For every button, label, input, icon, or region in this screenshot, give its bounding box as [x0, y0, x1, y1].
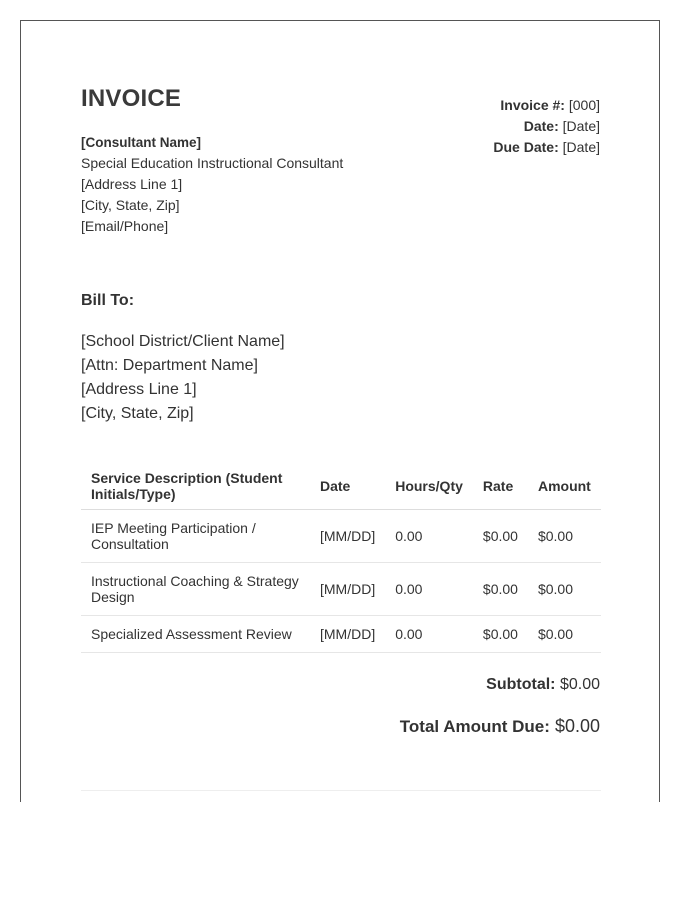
table-row [81, 563, 601, 616]
consultant-city: [City, State, Zip] [81, 197, 180, 213]
invoice-number-value: [000] [568, 97, 600, 113]
row-amount: $0.00 [528, 510, 601, 563]
consultant-contact: [Email/Phone] [81, 218, 169, 234]
invoice-date-line [493, 116, 600, 137]
invoice-date-label: Date: [523, 118, 559, 134]
invoice-date-value: [Date] [562, 118, 600, 134]
header-description: Service Description (Student Initials/Type) [81, 463, 310, 510]
row-description: Specialized Assessment Review [81, 616, 310, 653]
row-description: Instructional Coaching & Strategy Design [81, 563, 310, 616]
invoice-sheet [20, 20, 660, 802]
subtotal-value: $0.00 [559, 676, 600, 693]
header-hours: Hours/Qty [385, 463, 473, 510]
row-date: [MM/DD] [310, 510, 385, 563]
row-date: [MM/DD] [310, 616, 385, 653]
subtotal-line [486, 676, 600, 694]
consultant-block [81, 132, 343, 237]
table-row [81, 616, 601, 653]
bill-to-block [81, 330, 285, 426]
invoice-number-label: Invoice #: [500, 97, 565, 113]
subtotal-label: Subtotal: [486, 676, 556, 693]
row-rate: $0.00 [473, 563, 528, 616]
row-description: IEP Meeting Participation / Consultation [81, 510, 310, 563]
row-date: [MM/DD] [310, 563, 385, 616]
bill-to-attn: [Attn: Department Name] [81, 357, 258, 374]
total-label: Total Amount Due: [399, 717, 550, 736]
row-rate: $0.00 [473, 616, 528, 653]
line-items-table [81, 463, 601, 653]
total-value: $0.00 [554, 716, 600, 736]
footer-divider [81, 790, 601, 791]
invoice-meta [493, 95, 600, 158]
row-hours: 0.00 [385, 563, 473, 616]
row-hours: 0.00 [385, 616, 473, 653]
bill-to-city: [City, State, Zip] [81, 405, 194, 422]
invoice-title: INVOICE [81, 85, 182, 112]
row-rate: $0.00 [473, 510, 528, 563]
invoice-due-line [493, 137, 600, 158]
consultant-address: [Address Line 1] [81, 176, 183, 192]
header-amount: Amount [528, 463, 601, 510]
bill-to-client: [School District/Client Name] [81, 333, 285, 350]
table-row [81, 510, 601, 563]
bill-to-address: [Address Line 1] [81, 381, 197, 398]
consultant-role: Special Education Instructional Consultant [81, 155, 344, 171]
total-line [400, 716, 600, 737]
row-amount: $0.00 [528, 616, 601, 653]
row-hours: 0.00 [385, 510, 473, 563]
invoice-number-line [493, 95, 600, 116]
invoice-due-label: Due Date: [493, 139, 559, 155]
header-date: Date [310, 463, 385, 510]
row-amount: $0.00 [528, 563, 601, 616]
invoice-due-value: [Date] [562, 139, 600, 155]
table-header-row [81, 463, 601, 510]
header-rate: Rate [473, 463, 528, 510]
bill-to-label: Bill To: [81, 292, 135, 309]
consultant-name: [Consultant Name] [81, 135, 202, 150]
